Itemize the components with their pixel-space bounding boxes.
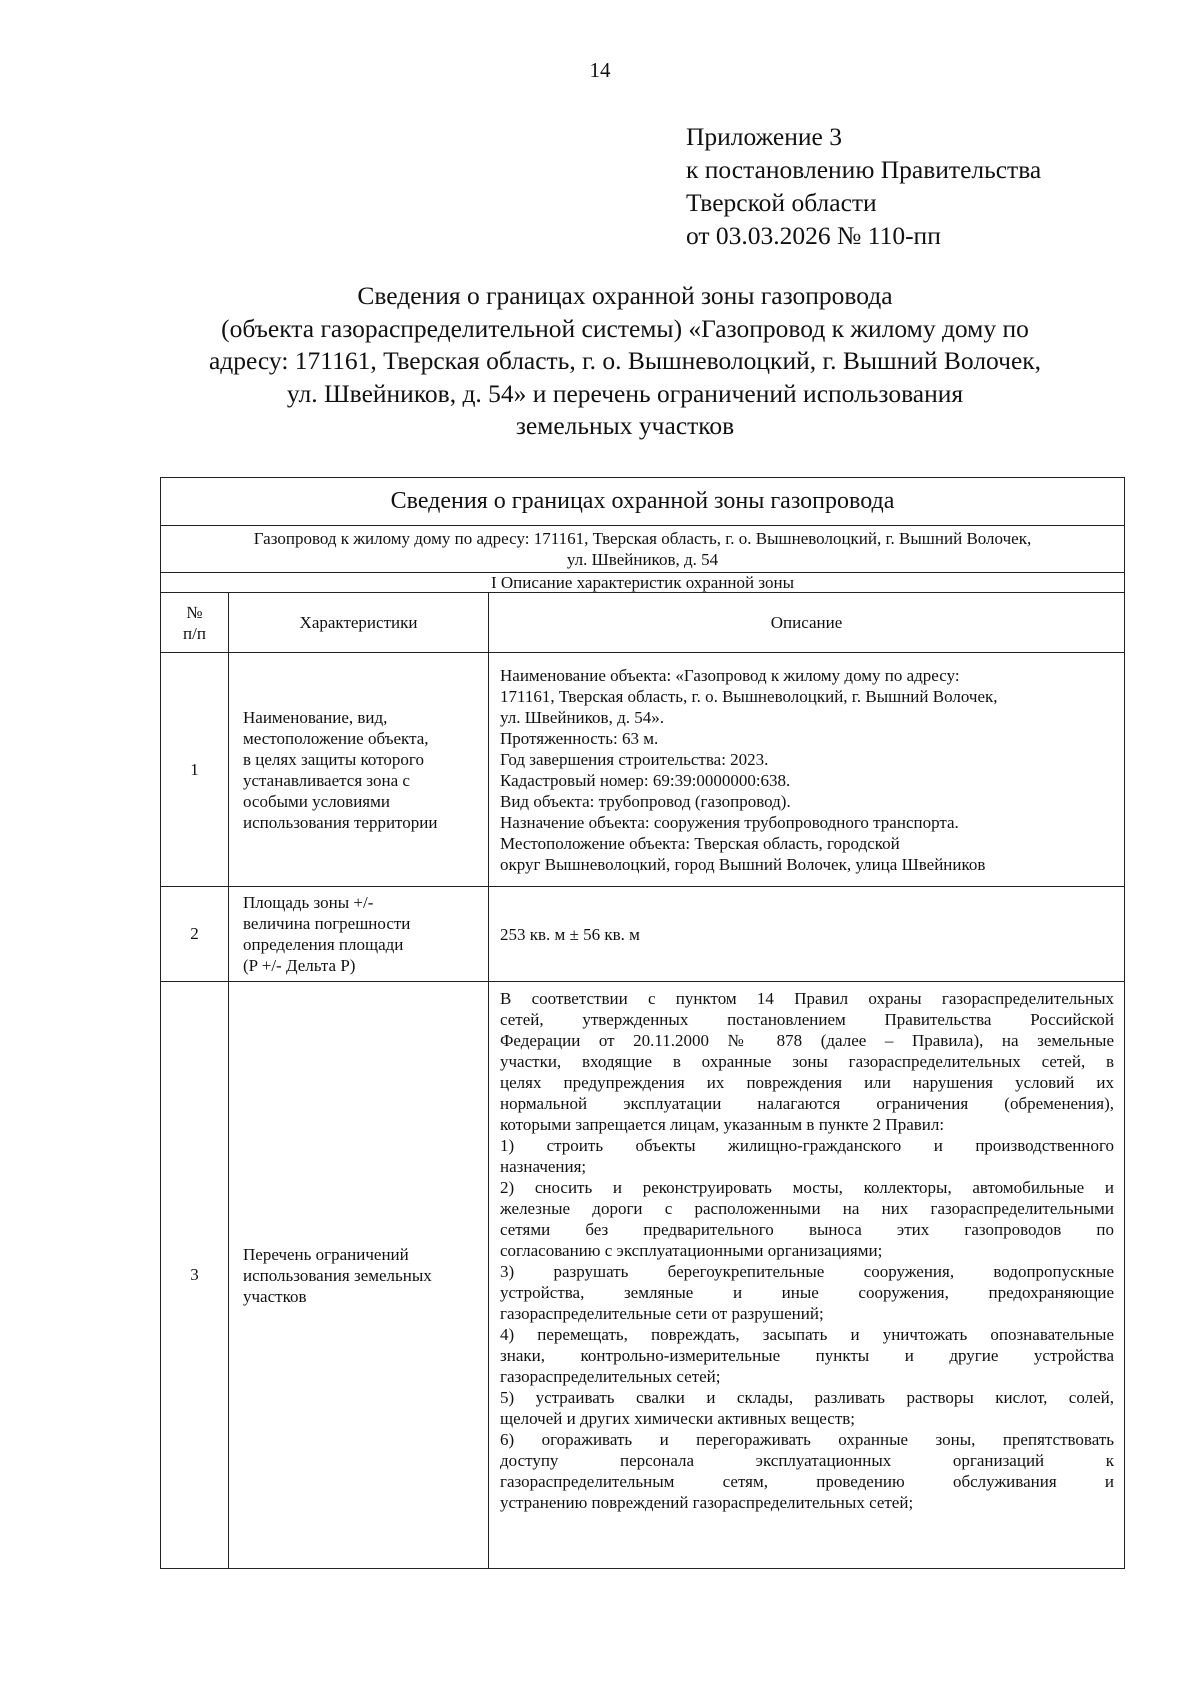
text-line: Протяженность: 63 м. [500,728,659,748]
text-line: использования земельных [243,1265,432,1285]
column-header-number-line: № [186,602,203,622]
text-line: 2) сносить и реконструировать мосты, коллекторы, автомобильные и [500,1178,1115,1197]
column-header-description: Описание [489,593,1125,653]
text-line: в целях защиты которого [243,749,424,769]
text-line: местоположение объекта, [243,728,429,748]
text-line: 4) перемещать, повреждать, засыпать и уничтожать опознавательные [500,1325,1115,1344]
text-line: нормальной эксплуатации налагаются ограничения (обременения), [500,1094,1115,1113]
appendix-line: от 03.03.2026 № 110-пп [686,221,941,250]
text-line: Федерации от 20.11.2000 № 878 (далее – Правила), на земельные [500,1031,1115,1050]
title-line: ул. Швейников, д. 54» и перечень ограничений использования [286,378,964,408]
text-line: щелочей и других химически активных веществ; [500,1409,855,1428]
row-number: 1 [161,653,229,887]
text-line: Кадастровый номер: 69:39:0000000:638. [500,770,791,790]
section-title: I Описание характеристик охранной зоны [161,573,1125,593]
text-line: газораспределительные сети от разрушений; [500,1304,824,1323]
restriction-paragraph [500,1177,1114,1261]
zone-info-table [160,477,1125,1569]
column-header-number [161,593,229,653]
text-line: устройства, земляные и иные сооружения, предохраняющие [500,1283,1115,1302]
text-line: газораспределительным сетям, проведению обслуживания и [500,1472,1115,1491]
restriction-paragraph [500,1324,1114,1387]
table-row [161,887,1125,982]
text-line: округ Вышневолоцкий, город Вышний Волочек, улица Швейников [500,854,986,874]
row-number: 3 [161,982,229,1569]
title-line: земельных участков [515,411,735,440]
restriction-paragraph [500,988,1114,1135]
title-line: Сведения о границах охранной зоны газопровода [357,281,893,310]
row-description [489,653,1125,887]
title-line: (объекта газораспределительной системы) «Газопровод к жилому дому по [221,313,1029,343]
text-line: Год завершения строительства: 2023. [500,749,769,769]
text-line: использования территории [243,812,438,832]
row-characteristic [229,653,489,887]
text-line: Наименование объекта: «Газопровод к жилому дому по адресу: [500,665,960,685]
text-line: Вид объекта: трубопровод (газопровод). [500,791,791,811]
text-line: 6) огораживать и перегораживать охранные зоны, препятствовать [500,1430,1115,1449]
text-line: особыми условиями [243,791,390,811]
row-description [489,982,1125,1569]
text-line: устанавливается зона с [243,770,410,790]
restriction-paragraph [500,1261,1114,1324]
text-line: знаки, контрольно-измерительные пункты и другие устройства [500,1346,1115,1365]
text-line: доступу персонала эксплуатационных организаций к [500,1451,1115,1470]
document-title [150,280,1100,443]
text-line: определения площади [243,935,404,954]
object-name [161,526,1125,573]
text-line: назначения; [500,1157,587,1176]
column-header-number-line: п/п [183,623,206,643]
table-heading: Сведения о границах охранной зоны газопровода [161,478,1125,526]
text-line: В соответствии с пунктом 14 Правил охраны газораспределительных [500,989,1115,1008]
text-line: участки, входящие в охранные зоны газораспределительных сетей, в [500,1052,1115,1071]
row-number: 2 [161,887,229,982]
row-characteristic [229,982,489,1569]
table-row [161,982,1125,1569]
text-line: 253 кв. м ± 56 кв. м [500,924,640,944]
object-name-line: ул. Швейников, д. 54 [566,550,719,569]
text-line: целях предупреждения их повреждения или нарушения условий их [500,1073,1115,1092]
text-line: сетями без предварительного выноса этих газопроводов по [500,1220,1115,1239]
text-line: величина погрешности [243,914,411,933]
text-line: участков [243,1286,307,1306]
text-line: 171161, Тверская область, г. о. Вышневолоцкий, г. Вышний Волочек, [500,686,998,706]
text-line: Местоположение объекта: Тверская область, городской [500,833,900,853]
text-line: сетей, утвержденных постановлением Правительства Российской [500,1010,1115,1029]
table-row [161,653,1125,887]
text-line: газораспределительных сетей; [500,1367,721,1386]
text-line: Наименование, вид, [243,707,388,727]
object-name-line: Газопровод к жилому дому по адресу: 171161, Тверская область, г. о. Вышневолоцкий, г. Вышний Волочек, [253,529,1032,548]
text-line: (P +/- Дельта P) [243,956,356,975]
text-line: которыми запрещается лицам, указанным в пункте 2 Правил: [500,1115,945,1134]
appendix-line: Тверской области [686,188,877,217]
column-header-characteristic: Характеристики [229,593,489,653]
text-line: железные дороги с расположенными на них газораспределительными [500,1199,1115,1218]
text-line: устранению повреждений газораспределительных сетей; [500,1493,914,1512]
restriction-paragraph [500,1387,1114,1429]
text-line: 3) разрушать берегоукрепительные сооружения, водопропускные [500,1262,1115,1281]
text-line: согласованию с эксплуатационными организациями; [500,1241,883,1260]
restriction-paragraph [500,1135,1114,1177]
appendix-block [686,120,1041,252]
text-line: Перечень ограничений [243,1244,409,1264]
text-line: ул. Швейников, д. 54». [500,707,664,727]
text-line: 1) строить объекты жилищно-гражданского и производственного [500,1136,1115,1155]
row-characteristic [229,887,489,982]
appendix-line: к постановлению Правительства [686,155,1042,184]
text-line: Площадь зоны +/- [243,893,374,912]
page-number: 14 [589,58,611,82]
restriction-paragraph [500,1429,1114,1513]
row-description [489,887,1125,982]
title-line: адресу: 171161, Тверская область, г. о. Вышневолоцкий, г. Вышний Волочек, [208,346,1042,375]
text-line: Назначение объекта: сооружения трубопроводного транспорта. [500,812,959,832]
appendix-line: Приложение 3 [686,122,842,151]
text-line: 5) устраивать свалки и склады, разливать растворы кислот, солей, [500,1388,1115,1407]
